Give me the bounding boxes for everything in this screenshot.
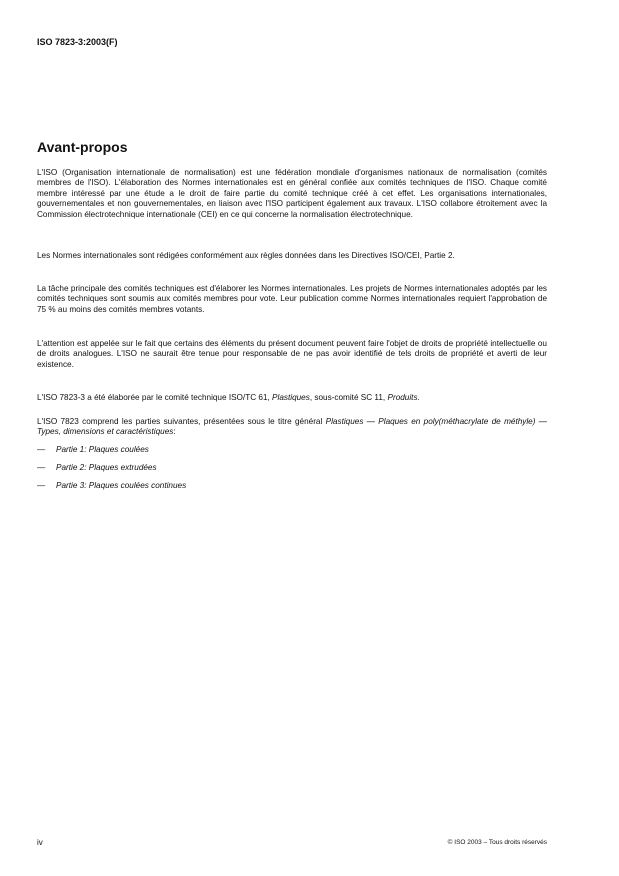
list-item: — Partie 1: Plaques coulées (37, 445, 149, 454)
paragraph-patent-rights: L'attention est appelée sur le fait que certains des éléments du présent document peuvent faire l'objet de droits de propriété intellectuelle ou de droits analogues. L'ISO ne saurait être tenue pour responsable de ne pas avoir identifié de tels droits de propriété et averti de leur existence. (37, 339, 547, 369)
document-id-header: ISO 7823-3:2003(F) (37, 37, 118, 47)
list-item: — Partie 2: Plaques extrudées (37, 463, 157, 472)
paragraph-parts: L'ISO 7823 comprend les parties suivantes, présentées sous le titre général Plastiques — Plaques en poly(méthacrylate de méthyle) — Types, dimensions et caractéristiques: (37, 417, 547, 437)
section-title: Avant-propos (37, 139, 128, 155)
list-item: — Partie 3: Plaques coulées continues (37, 481, 187, 490)
page-number: iv (37, 838, 43, 847)
paragraph-directives: Les Normes internationales sont rédigées conformément aux règles données dans les Directives ISO/CEI, Partie 2. (37, 251, 455, 260)
copyright-notice: © ISO 2003 – Tous droits réservés (447, 839, 547, 846)
paragraph-technical-committees: La tâche principale des comités techniques est d'élaborer les Normes internationales. Les projets de Normes internationales adoptés par les comités techniques sont soumis aux comités membres pour vote. Leur publication comme Normes internationales requiert l'approbation de 75 % au moins des comités membres votants. (37, 284, 547, 314)
paragraph-committee: L'ISO 7823-3 a été élaborée par le comité technique ISO/TC 61, Plastiques, sous-comité SC 11, Produits. (37, 393, 420, 402)
paragraph-foreword-intro: L'ISO (Organisation internationale de normalisation) est une fédération mondiale d'organismes nationaux de normalisation (comités membres de l'ISO). L'élaboration des Normes internationales est en général confiée aux comités techniques de l'ISO. Chaque comité membre intéressé par une étude a le droit de faire partie du comité technique créé à cet effet. Les organisations internationales, gouvernementales et non gouvernementales, en liaison avec l'ISO participent également aux travaux. L'ISO collabore étroitement avec la Commission électrotechnique internationale (CEI) en ce qui concerne la normalisation électrotechnique. (37, 168, 547, 219)
